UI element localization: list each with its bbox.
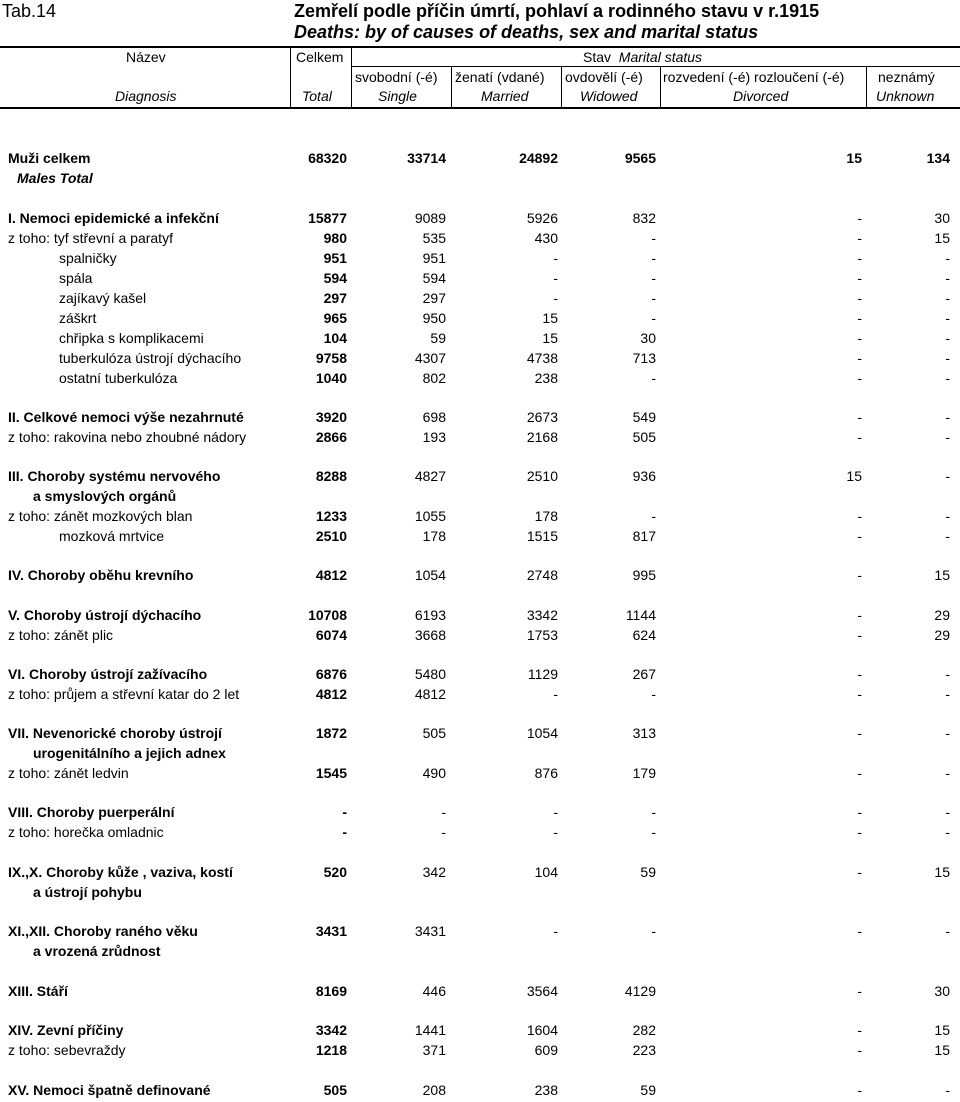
table-row	[0, 409, 960, 429]
table-row	[0, 468, 960, 488]
table-row	[0, 270, 960, 290]
row-value: 8169	[315, 983, 347, 999]
row-value: -	[857, 983, 862, 999]
row-value: 876	[534, 765, 558, 781]
row-value: 10708	[308, 607, 347, 623]
row-value: 267	[632, 666, 656, 682]
row-label: XV. Nemoci špatně definované	[8, 1082, 211, 1098]
row-value: 936	[632, 468, 656, 484]
row-value: -	[553, 270, 558, 286]
row-label: zajíkavý kašel	[59, 290, 147, 306]
row-value: -	[857, 370, 862, 386]
row-value: 3431	[315, 923, 347, 939]
row-value: 179	[632, 765, 656, 781]
row-value: -	[651, 804, 656, 820]
row-value: 430	[534, 230, 558, 246]
header-single: svobodní (-é)	[355, 69, 438, 85]
row-value: -	[651, 370, 656, 386]
row-value: 15	[934, 230, 950, 246]
total-label: Muži celkem	[8, 150, 91, 166]
row-value: 104	[534, 864, 558, 880]
table-row	[0, 488, 960, 508]
row-value: 1441	[414, 1022, 446, 1038]
row-value: 549	[632, 409, 656, 425]
row-value: -	[857, 508, 862, 524]
row-value: -	[945, 686, 950, 702]
table-row	[0, 824, 960, 844]
row-value: -	[857, 330, 862, 346]
row-value: -	[651, 250, 656, 266]
row-value: 965	[323, 310, 347, 326]
row-label: XI.,XII. Choroby raného věku	[8, 923, 198, 939]
row-label: VII. Nevenorické choroby ústrojí	[8, 725, 222, 741]
header-unknown-en: Unknown	[876, 88, 935, 104]
row-value: 1515	[526, 528, 558, 544]
row-value: 1872	[315, 725, 347, 741]
row-value: -	[651, 508, 656, 524]
row-value: 59	[430, 330, 446, 346]
row-label: IV. Choroby oběhu krevního	[8, 567, 194, 583]
total-row	[0, 150, 960, 170]
table-row	[0, 210, 960, 230]
header-divorced-en: Divorced	[733, 88, 789, 104]
row-value: 3564	[526, 983, 558, 999]
row-value: 1144	[625, 607, 656, 623]
row-value: -	[857, 804, 862, 820]
row-value: 1218	[315, 1042, 347, 1058]
row-value: 832	[632, 210, 656, 226]
row-value: 297	[422, 290, 446, 306]
row-value: 3920	[315, 409, 347, 425]
row-value: 15	[934, 567, 950, 583]
row-value: -	[857, 409, 862, 425]
row-value: -	[857, 1082, 862, 1098]
table-row	[0, 725, 960, 745]
header-widowed: ovdovělí (-é)	[565, 69, 643, 85]
row-value: 609	[534, 1042, 558, 1058]
row-value: -	[651, 230, 656, 246]
row-value: 29	[934, 607, 950, 623]
row-value: 995	[632, 567, 656, 583]
row-value: -	[553, 686, 558, 702]
row-value: 4812	[315, 567, 347, 583]
row-value: 3668	[414, 627, 446, 643]
table-row	[0, 983, 960, 1003]
row-value: -	[651, 290, 656, 306]
row-value: -	[857, 528, 862, 544]
row-value: -	[651, 270, 656, 286]
total-row-en	[0, 170, 960, 190]
row-value: -	[651, 310, 656, 326]
row-value: -	[945, 310, 950, 326]
row-value: 1604	[526, 1022, 558, 1038]
row-label: z toho: tyf střevní a paratyf	[8, 230, 173, 246]
row-value: 193	[422, 429, 446, 445]
row-value: 8288	[315, 468, 347, 484]
row-value: -	[945, 370, 950, 386]
table-number: Tab.14	[2, 1, 57, 21]
row-value: 15	[934, 1042, 950, 1058]
row-value: 1545	[315, 765, 347, 781]
row-label: z toho: zánět plic	[8, 627, 114, 643]
table-row	[0, 350, 960, 370]
row-value: 297	[323, 290, 347, 306]
row-value: -	[857, 686, 862, 702]
row-value: -	[945, 824, 950, 840]
table-row	[0, 230, 960, 250]
table-row	[0, 250, 960, 270]
row-value: -	[857, 1042, 862, 1058]
row-value: 2673	[526, 409, 558, 425]
row-value: 2510	[315, 528, 347, 544]
row-value: -	[945, 350, 950, 366]
table-row	[0, 765, 960, 785]
row-value: 15	[542, 330, 558, 346]
row-value: -	[945, 765, 950, 781]
row-label: V. Choroby ústrojí dýchacího	[8, 607, 202, 623]
row-label: a ústrojí pohybu	[33, 884, 142, 900]
row-value: 104	[323, 330, 347, 346]
row-value: -	[945, 468, 950, 484]
row-label: III. Choroby systému nervového	[8, 468, 221, 484]
header-bottom-rule	[0, 107, 960, 109]
row-value: -	[441, 804, 446, 820]
header-divider	[561, 67, 562, 107]
row-value: 5926	[526, 210, 558, 226]
header-divider	[866, 67, 867, 107]
row-value: -	[945, 270, 950, 286]
row-value: 624	[632, 627, 656, 643]
row-value: -	[857, 864, 862, 880]
row-value: -	[945, 250, 950, 266]
row-value: 1040	[315, 370, 347, 386]
row-value: -	[857, 230, 862, 246]
title-english: Deaths: by of causes of deaths, sex and marital status	[294, 22, 759, 42]
row-value: 5480	[414, 666, 446, 682]
table-row	[0, 923, 960, 943]
row-value: 29	[934, 627, 950, 643]
table-row	[0, 804, 960, 824]
row-value: 1233	[315, 508, 347, 524]
row-value: -	[945, 528, 950, 544]
row-value: 282	[632, 1022, 656, 1038]
header-total: Celkem	[296, 49, 344, 65]
row-value: 3342	[315, 1022, 347, 1038]
table-row	[0, 666, 960, 686]
row-value: 4812	[315, 686, 347, 702]
row-value: 1129	[527, 666, 558, 682]
row-value: -	[651, 923, 656, 939]
row-value: -	[857, 824, 862, 840]
table-row	[0, 1022, 960, 1042]
header-status-cz: Stav	[583, 49, 612, 65]
row-value: -	[945, 725, 950, 741]
header-total-en: Total	[302, 88, 332, 104]
row-value: 520	[323, 864, 347, 880]
row-value: 4307	[414, 350, 446, 366]
row-value: 2748	[526, 567, 558, 583]
row-value: 6193	[414, 607, 446, 623]
row-value: 951	[422, 250, 446, 266]
row-value: 1054	[526, 725, 558, 741]
row-label: XIII. Stáří	[8, 983, 68, 999]
row-value: 6074	[315, 627, 347, 643]
row-value: 4827	[414, 468, 446, 484]
row-value: 59	[640, 1082, 656, 1098]
row-value: 3342	[526, 607, 558, 623]
row-value: -	[857, 666, 862, 682]
row-value: -	[651, 686, 656, 702]
row-label: spalničky	[59, 250, 117, 266]
row-value: -	[945, 923, 950, 939]
row-label: a vrozená zrůdnost	[33, 943, 161, 959]
table-row	[0, 290, 960, 310]
row-value: 15	[934, 1022, 950, 1038]
row-value: 505	[422, 725, 446, 741]
row-value: -	[553, 824, 558, 840]
row-value: 1753	[526, 627, 558, 643]
row-value: 30	[934, 983, 950, 999]
row-label: z toho: průjem a střevní katar do 2 let	[8, 686, 240, 702]
row-value: -	[857, 567, 862, 583]
row-value: 817	[632, 528, 656, 544]
table-row	[0, 1082, 960, 1102]
row-label: z toho: rakovina nebo zhoubné nádory	[8, 429, 247, 445]
row-value: -	[857, 607, 862, 623]
row-value: 59	[640, 864, 656, 880]
row-label: a smyslových orgánů	[33, 488, 177, 504]
row-value: -	[945, 666, 950, 682]
row-label: XIV. Zevní příčiny	[8, 1022, 124, 1038]
row-value: 15877	[308, 210, 347, 226]
table-row	[0, 567, 960, 587]
total-value: 15	[846, 150, 862, 166]
row-label: VIII. Choroby puerperální	[8, 804, 175, 820]
row-label: z toho: sebevraždy	[8, 1042, 126, 1058]
table-row	[0, 607, 960, 627]
row-value: 15	[934, 864, 950, 880]
row-value: 980	[323, 230, 347, 246]
row-value: 1055	[414, 508, 446, 524]
table-row	[0, 508, 960, 528]
row-value: -	[857, 765, 862, 781]
row-value: -	[857, 627, 862, 643]
row-value: -	[857, 725, 862, 741]
row-value: 802	[422, 370, 446, 386]
row-label: z toho: zánět ledvin	[8, 765, 129, 781]
header-married-en: Married	[481, 88, 529, 104]
row-value: 2510	[526, 468, 558, 484]
row-value: -	[857, 250, 862, 266]
total-value: 33714	[407, 150, 446, 166]
row-label: mozková mrtvice	[59, 528, 165, 544]
header-diagnosis-en: Diagnosis	[115, 88, 177, 104]
row-value: 9089	[414, 210, 446, 226]
row-label: záškrt	[59, 310, 97, 326]
row-label: spála	[59, 270, 93, 286]
row-value: 30	[934, 210, 950, 226]
row-label: tuberkulóza ústrojí dýchacího	[59, 350, 242, 366]
header-divider	[351, 47, 352, 107]
row-label: I. Nemoci epidemické a infekční	[8, 210, 219, 226]
row-value: -	[945, 409, 950, 425]
row-value: -	[651, 824, 656, 840]
row-value: 3431	[414, 923, 446, 939]
row-value: 342	[422, 864, 446, 880]
row-value: -	[857, 429, 862, 445]
row-value: -	[857, 1022, 862, 1038]
header-single-en: Single	[378, 88, 417, 104]
row-value: 535	[422, 230, 446, 246]
row-value: 30	[640, 330, 656, 346]
header-married: ženatí (vdané)	[455, 69, 545, 85]
header-name: Název	[126, 49, 166, 65]
row-value: -	[553, 290, 558, 306]
row-label: II. Celkové nemoci výše nezahrnuté	[8, 409, 244, 425]
row-value: 594	[422, 270, 446, 286]
row-value: -	[857, 310, 862, 326]
row-value: 698	[422, 409, 446, 425]
row-value: 4738	[526, 350, 558, 366]
row-value: -	[857, 210, 862, 226]
row-value: 15	[542, 310, 558, 326]
row-value: 713	[632, 350, 656, 366]
header-unknown: neznámý	[878, 69, 935, 85]
row-value: -	[857, 270, 862, 286]
header-widowed-en: Widowed	[580, 88, 638, 104]
row-value: 178	[422, 528, 446, 544]
row-value: 4812	[414, 686, 446, 702]
row-value: 2168	[526, 429, 558, 445]
row-value: -	[945, 429, 950, 445]
table-row	[0, 686, 960, 706]
row-value: 178	[534, 508, 558, 524]
row-label: chřipka s komplikacemi	[59, 330, 204, 346]
table-row	[0, 310, 960, 330]
total-value: 68320	[308, 150, 347, 166]
row-value: -	[857, 290, 862, 306]
header-status	[583, 49, 702, 65]
table-row	[0, 943, 960, 963]
row-value: 950	[422, 310, 446, 326]
row-label: ostatní tuberkulóza	[59, 370, 178, 386]
row-value: 490	[422, 765, 446, 781]
row-value: 6876	[315, 666, 347, 682]
row-value: -	[441, 824, 446, 840]
header-status-en: Marital status	[618, 49, 703, 65]
table-row	[0, 745, 960, 765]
row-value: 505	[632, 429, 656, 445]
header-divorced: rozvedení (-é) rozloučení (-é)	[663, 69, 845, 85]
row-value: -	[553, 250, 558, 266]
header-divider	[660, 67, 661, 107]
table-row	[0, 429, 960, 449]
header-top-rule	[0, 46, 960, 48]
header-status-rule	[352, 66, 960, 67]
row-value: 223	[632, 1042, 656, 1058]
row-value: 446	[422, 983, 446, 999]
row-value: -	[553, 804, 558, 820]
row-value: 2866	[315, 429, 347, 445]
table-row	[0, 330, 960, 350]
table-row	[0, 884, 960, 904]
total-value: 24892	[519, 150, 558, 166]
total-value: 9565	[624, 150, 656, 166]
total-value: 134	[926, 150, 950, 166]
row-value: -	[945, 508, 950, 524]
row-value: 238	[534, 1082, 558, 1098]
row-value: -	[945, 1082, 950, 1098]
row-value: 594	[323, 270, 347, 286]
row-label: IX.,X. Choroby kůže , vaziva, kostí	[8, 864, 233, 880]
row-value: 4129	[624, 983, 656, 999]
row-value: 1054	[414, 567, 446, 583]
row-value: -	[553, 923, 558, 939]
row-value: 951	[323, 250, 347, 266]
table-row	[0, 864, 960, 884]
table-row	[0, 627, 960, 647]
row-value: -	[857, 923, 862, 939]
row-value: 505	[323, 1082, 347, 1098]
row-label: VI. Choroby ústrojí zažívacího	[8, 666, 208, 682]
row-value: 313	[632, 725, 656, 741]
row-value: -	[857, 350, 862, 366]
row-value: 15	[846, 468, 862, 484]
row-value: 371	[422, 1042, 446, 1058]
row-value: 238	[534, 370, 558, 386]
row-value: -	[342, 804, 347, 820]
row-value: -	[945, 290, 950, 306]
total-label-en: Males Total	[17, 170, 93, 186]
table-row	[0, 1042, 960, 1062]
row-value: -	[945, 804, 950, 820]
header-divider	[451, 67, 452, 107]
row-value: -	[945, 330, 950, 346]
row-value: -	[342, 824, 347, 840]
title-czech: Zemřelí podle příčin úmrtí, pohlaví a rodinného stavu v r.1915	[294, 1, 820, 21]
row-value: 9758	[315, 350, 347, 366]
table-row	[0, 528, 960, 548]
row-label: z toho: horečka omladnic	[8, 824, 164, 840]
row-label: urogenitálního a jejich adnex	[33, 745, 226, 761]
header-divider	[290, 47, 291, 107]
table-row	[0, 370, 960, 390]
row-label: z toho: zánět mozkových blan	[8, 508, 193, 524]
row-value: 208	[422, 1082, 446, 1098]
